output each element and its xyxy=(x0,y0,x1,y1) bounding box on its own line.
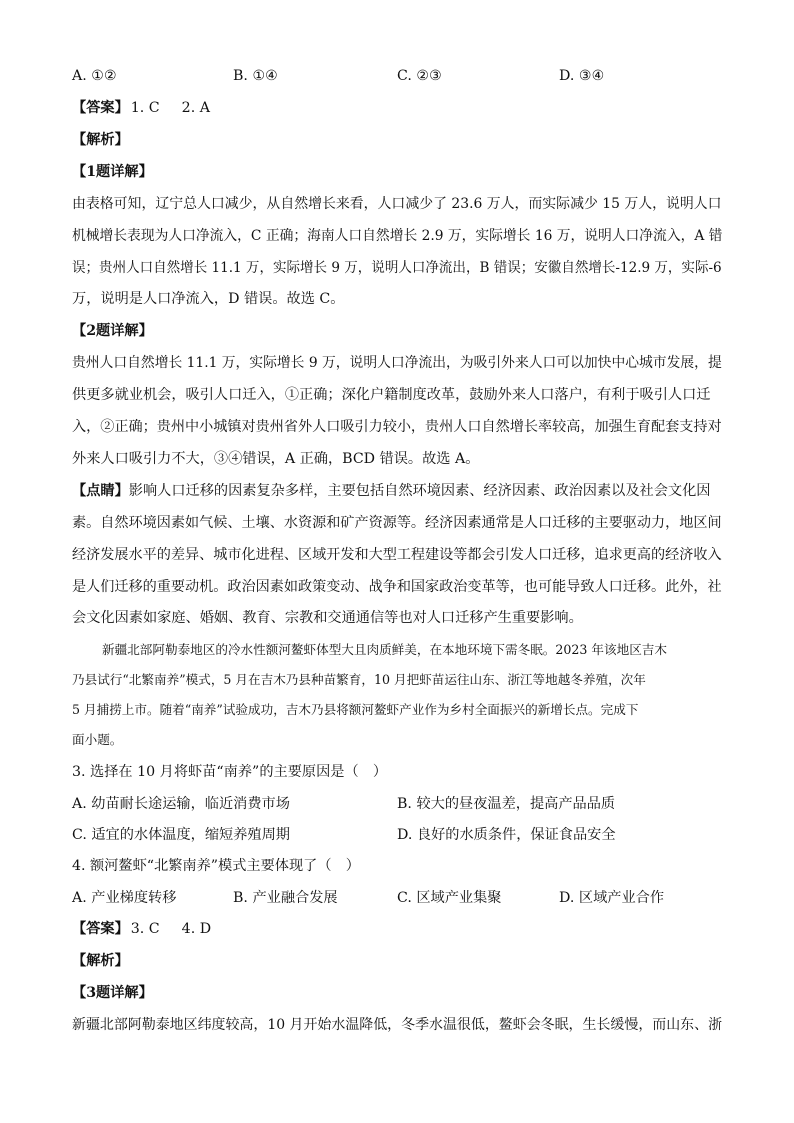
detail3-line: 新疆北部阿勒泰地区纬度较高，10 月开始水温降低，冬季水温很低，鳌虾会冬眠，生长缓慢，而山东、浙 xyxy=(72,1017,723,1033)
q4-option-c: C. 区域产业集聚 xyxy=(397,890,502,906)
comment-line: 经济发展水平的差异、城市化进程、区域开发和大型工程建设等都会引发人口迁移，追求更高的经济收入 xyxy=(72,547,722,563)
q2-option-a: A. ①② xyxy=(72,68,117,84)
passage-line: 面小题。 xyxy=(72,732,123,747)
q3-option-d: D. 良好的水质条件，保证食品安全 xyxy=(397,827,616,843)
q4-option-a: A. 产业梯度转移 xyxy=(72,890,177,906)
comment-line xyxy=(72,481,710,501)
q2-option-c: C. ②③ xyxy=(397,68,442,84)
detail2-line: 外来人口吸引力不大，③④错误，A 正确，BCD 错误。故选 A。 xyxy=(72,451,480,467)
answer-value: 3. C xyxy=(130,921,160,937)
comment-line: 素。自然环境因素如气候、土壤、水资源和矿产资源等。经济因素通常是人口迁移的主要驱动力，地区间 xyxy=(72,515,722,531)
detail1-line: 机械增长表现为人口净流入，C 正确；海南人口自然增长 2.9 万，实际增长 16 万，说明人口净流入，A 错 xyxy=(72,228,723,244)
analysis-heading: 【解析】 xyxy=(72,132,129,148)
answer-line-2 xyxy=(72,919,211,939)
comment-tag: 【点睛】 xyxy=(72,483,129,499)
passage-line: 5 月捕捞上市。随着“南养”试验成功，吉木乃县将额河鳌虾产业作为乡村全面振兴的新增长点。完成下 xyxy=(72,702,639,717)
detail1-line: 由表格可知，辽宁总人口减少，从自然增长来看，人口减少了 23.6 万人，而实际减少 15 万人，说明人口 xyxy=(72,196,722,212)
answer-value: 4. D xyxy=(181,921,212,937)
q3-option-b: B. 较大的昼夜温差，提高产品品质 xyxy=(397,796,616,812)
comment-line: 是人们迁移的重要动机。政治因素如政策变动、战争和国家政治变革等，也可能导致人口迁移。此外，社 xyxy=(72,579,722,595)
passage-line: 乃县试行“北繁南养”模式，5 月在吉木乃县种苗繁育，10 月把虾苗运往山东、浙江等地越冬养殖，次年 xyxy=(72,672,646,687)
q3-option-c: C. 适宜的水体温度，缩短养殖周期 xyxy=(72,827,290,843)
detail2-line: 贵州人口自然增长 11.1 万，实际增长 9 万，说明人口净流出，为吸引外来人口可以加快中心城市发展，提 xyxy=(72,355,722,371)
passage-line: 新疆北部阿勒泰地区的冷水性额河鳌虾体型大且肉质鲜美，在本地环境下需冬眠。2023 年该地区吉木 xyxy=(102,642,667,657)
answer-tag: 【答案】 xyxy=(72,921,129,937)
comment-text: 影响人口迁移的因素复杂多样，主要包括自然环境因素、经济因素、政治因素以及社会文化因 xyxy=(128,483,711,499)
detail-heading-2: 【2题详解】 xyxy=(72,323,153,339)
detail1-line: 误；贵州人口自然增长 11.1 万，实际增长 9 万，说明人口净流出，B 错误；安徽自然增长-12.9 万，实际-6 xyxy=(72,260,722,276)
comment-line: 会文化因素如家庭、婚姻、教育、宗教和交通通信等也对人口迁移产生重要影响。 xyxy=(72,610,583,626)
detail2-line: 入，②正确；贵州中小城镇对贵州省外人口吸引力较小，贵州人口自然增长率较高，加强生育配套支持对 xyxy=(72,419,722,435)
q2-option-d: D. ③④ xyxy=(559,68,605,84)
q4-option-b: B. 产业融合发展 xyxy=(233,890,338,906)
q2-option-b: B. ①④ xyxy=(233,68,278,84)
q4-option-d: D. 区域产业合作 xyxy=(559,890,665,906)
detail1-line: 万，说明是人口净流入，D 错误。故选 C。 xyxy=(72,291,345,307)
q3-option-a: A. 幼苗耐长途运输，临近消费市场 xyxy=(72,796,290,812)
answer-value: 1. C xyxy=(130,100,160,116)
detail-heading-3: 【3题详解】 xyxy=(72,985,153,1001)
question-3-stem: 3. 选择在 10 月将虾苗“南养”的主要原因是（ ） xyxy=(72,764,388,780)
detail-heading-1: 【1题详解】 xyxy=(72,164,153,180)
question-4-stem: 4. 额河鳌虾“北繁南养”模式主要体现了（ ） xyxy=(72,858,360,874)
analysis-heading: 【解析】 xyxy=(72,953,129,969)
answer-value: 2. A xyxy=(181,100,210,116)
answer-tag: 【答案】 xyxy=(72,100,129,116)
answer-line-1 xyxy=(72,98,210,118)
detail2-line: 供更多就业机会，吸引人口迁入，①正确；深化户籍制度改革，鼓励外来人口落户，有利于吸引人口迁 xyxy=(72,387,711,403)
